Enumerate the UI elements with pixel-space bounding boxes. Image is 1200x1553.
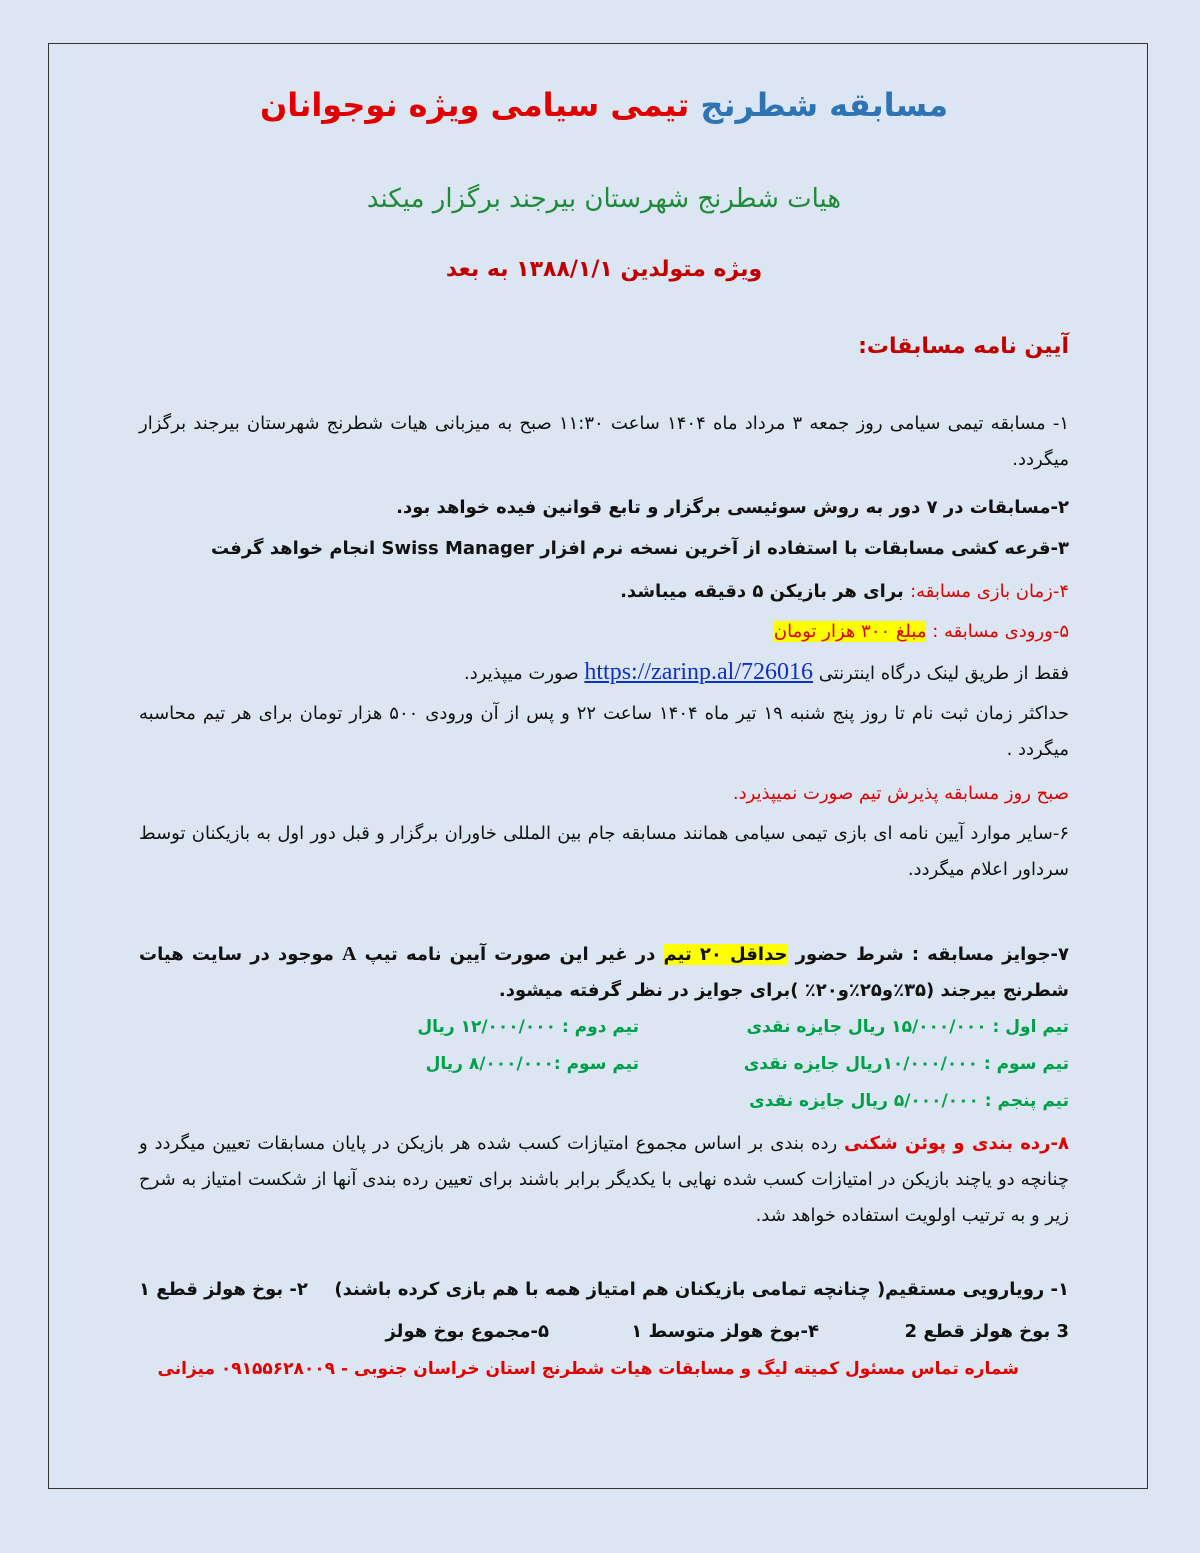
tiebreak-row-2: [139, 1321, 1069, 1351]
organizer-subtitle: هیات شطرنج شهرستان بیرجند برگزار میکند: [366, 184, 842, 214]
prize-third: تیم سوم : ۱۰/۰۰۰/۰۰۰ریال جایزه نقدی: [743, 1054, 1069, 1074]
rule-4-label: ۴-زمان بازی مسابقه:: [910, 581, 1069, 602]
rule-5-label: ۵-ورودی مسابقه :: [926, 621, 1069, 642]
rule-5-link-post: صورت میپذیرد.: [464, 663, 579, 684]
rule-5-fee: مبلغ ۳۰۰ هزار تومان: [773, 621, 927, 642]
rule-7-text-c: موجود در سایت هیات شطرنج بیرجند (۳۵٪و۲۵٪و۲۰٪ )برای جوایز در نظر گرفته میشود.: [139, 944, 1069, 1001]
rule-7-text-a: ۷-جوایز مسابقه : شرط حضور: [787, 944, 1070, 965]
tiebreak-5: ۵-مجموع بوخ هولز: [385, 1321, 549, 1342]
rule-7: [139, 936, 1069, 1009]
tiebreak-2: ۲- بوخ هولز قطع ۱: [139, 1279, 308, 1300]
prize-fifth: تیم پنجم : ۵/۰۰۰/۰۰۰ ریال جایزه نقدی: [749, 1091, 1069, 1111]
tiebreak-row-1: [139, 1279, 1069, 1309]
document-page: [48, 43, 1148, 1489]
rule-8-text: رده بندی بر اساس مجموع امتیازات کسب شده هر بازیکن در پایان مسابقات تعیین میگردد و چنانچه دو یاچند بازیکن در امتیازات کسب شده نهایی با یکدیگر برابر باشند برای تعیین رده بندی آنها از شکست امتیاز به شرح زیر و به ترتیب اولویت استفاده خواهد شد.: [139, 1133, 1069, 1226]
prize-row-2: [139, 1054, 1069, 1084]
prize-row-3: [139, 1091, 1069, 1121]
rule-5: [139, 614, 1069, 650]
contact-line: شماره تماس مسئول کمیته لیگ و مسابقات هیات شطرنج استان خراسان جنوبی - ۰۹۱۵۵۶۲۸۰۰۹ میزانی: [157, 1359, 1019, 1379]
rule-4: [139, 574, 1069, 610]
title-part-1: مسابقه شطرنج: [700, 86, 949, 124]
rule-5-link-pre: فقط از طریق لینک درگاه اینترنتی: [813, 663, 1069, 684]
rule-7-text-b: در غیر این صورت آیین نامه تیپ: [356, 944, 664, 965]
rule-4-value: برای هر بازیکن ۵ دقیقه میباشد.: [620, 581, 911, 602]
rule-7-type: A: [342, 943, 357, 965]
rule-2: ۲-مسابقات در ۷ دور به روش سوئیسی برگزار و تابع قوانین فیده خواهد بود.: [396, 497, 1069, 518]
tiebreak-3: 3 بوخ هولز قطع 2: [904, 1321, 1069, 1342]
rule-7-minimum: حداقل ۲۰ تیم: [663, 944, 788, 965]
rule-3-software: Swiss Manager: [381, 538, 534, 559]
prize-second: تیم دوم : ۱۲/۰۰۰/۰۰۰ ریال: [417, 1017, 639, 1037]
rules-heading: آیین نامه مسابقات:: [858, 334, 1069, 359]
rule-8: [139, 1126, 1069, 1234]
rule-1: ۱- مسابقه تیمی سیامی روز جمعه ۳ مرداد ماه ۱۴۰۴ ساعت ۱۱:۳۰ صبح به میزبانی هیات شطرنج شهرستان بیرجند برگزار میگردد.: [139, 413, 1069, 470]
rule-3-text-b: انجام خواهد گرفت: [211, 538, 376, 559]
tiebreak-4: ۴-بوخ هولز متوسط ۱: [631, 1321, 819, 1342]
payment-link[interactable]: https://zarinp.al/726016: [584, 659, 813, 685]
rule-8-label: ۸-رده بندی و پوئن شکنی: [843, 1133, 1069, 1154]
rule-5-note: صبح روز مسابقه پذیرش تیم صورت نمیپذیرد.: [732, 783, 1069, 804]
prize-row-1: [139, 1017, 1069, 1047]
prize-third-b: تیم سوم :۸/۰۰۰/۰۰۰ ریال: [425, 1054, 639, 1074]
rule-3: [139, 531, 1069, 567]
rule-5-deadline: حداکثر زمان ثبت نام تا روز پنج شنبه ۱۹ تیر ماه ۱۴۰۴ ساعت ۲۲ و پس از آن ورودی ۵۰۰ هزار تومان برای هر تیم محاسبه میگردد .: [139, 703, 1069, 760]
title-part-2: تیمی سیامی ویژه نوجوانان: [259, 86, 690, 124]
tiebreak-1: ۱- رویارویی مستقیم( چنانچه تمامی بازیکنان هم امتیاز همه با هم بازی کرده باشند): [334, 1279, 1069, 1300]
rule-3-text-a: ۳-قرعه کشی مسابقات با استفاده از آخرین نسخه نرم افزار: [540, 538, 1069, 559]
eligibility-subtitle: ویژه متولدین ۱۳۸۸/۱/۱ به بعد: [445, 257, 763, 282]
rule-6: ۶-سایر موارد آیین نامه ای بازی تیمی سیامی همانند مسابقه جام بین المللی خاوران برگزار و قبل دور اول به بازیکنان توسط سرداور اعلام میگردد.: [139, 823, 1069, 880]
rule-5-payment: [139, 654, 1069, 692]
prize-first: تیم اول : ۱۵/۰۰۰/۰۰۰ ریال جایزه نقدی: [746, 1017, 1069, 1037]
page-title: [139, 86, 1069, 124]
